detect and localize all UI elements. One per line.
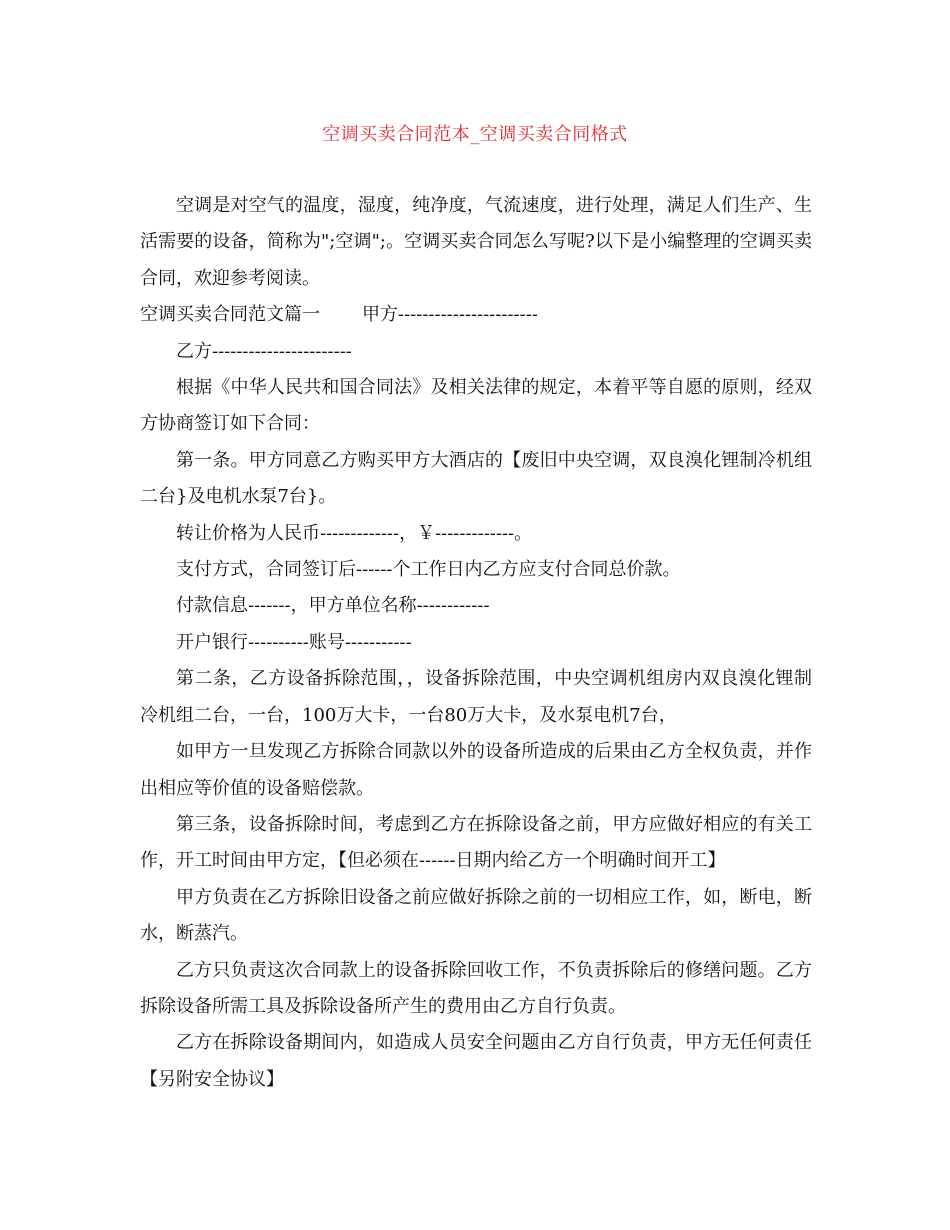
paragraph: 第二条，乙方设备拆除范围，，设备拆除范围，中央空调机组房内双良溴化锂制冷机组二台，一台，100万大卡，一台80万大卡，及水泵电机7台， (140, 668, 812, 726)
paragraph: 乙方只负责这次合同款上的设备拆除回收工作，不负责拆除后的修缮问题。乙方拆除设备所需工具及拆除设备所产生的费用由乙方自行负责。 (140, 959, 812, 1017)
paragraph: 根据《中华人民共和国合同法》及相关法律的规定，本着平等自愿的原则，经双方协商签订如下合同： (140, 377, 812, 435)
party-a-line: 甲方----------------------- (362, 304, 538, 326)
section-heading-line (140, 297, 812, 333)
section-heading: 空调买卖合同范文篇一 (140, 304, 320, 326)
paragraph: 第三条，设备拆除时间，考虑到乙方在拆除设备之前，甲方应做好相应的有关工作，开工时间由甲方定，【但必须在------日期内给乙方一个明确时间开工】 (140, 813, 812, 872)
paragraph: 如甲方一旦发现乙方拆除合同款以外的设备所造成的后果由乙方全权负责，并作出相应等价值的设备赔偿款。 (140, 741, 812, 799)
party-b-line: 乙方----------------------- (176, 340, 352, 362)
paragraph: 乙方在拆除设备期间内，如造成人员安全问题由乙方自行负责，甲方无任何责任【另附安全协议】 (140, 1032, 812, 1090)
intro-paragraph: 空调是对空气的温度，湿度，纯净度，气流速度，进行处理，满足人们生产、生活需要的设备，简称为";空调";。空调买卖合同怎么写呢?以下是小编整理的空调买卖合同，欢迎参考阅读。 (140, 195, 812, 289)
paragraph: 第一条。甲方同意乙方购买甲方大酒店的【废旧中央空调，双良溴化锂制冷机组二台}及电机水泵7台}。 (140, 449, 812, 508)
document-body (140, 188, 812, 1098)
document-title: 空调买卖合同范本_空调买卖合同格式 (322, 124, 628, 145)
paragraph: 转让价格为人民币-------------，￥-------------。 (176, 522, 533, 544)
paragraph: 付款信息-------，甲方单位名称------------ (176, 595, 490, 617)
paragraph: 支付方式，合同签订后------个工作日内乙方应支付合同总价款。 (176, 559, 681, 581)
paragraph: 开户银行----------账号----------- (176, 631, 412, 653)
paragraph: 甲方负责在乙方拆除旧设备之前应做好拆除之前的一切相应工作，如，断电，断水，断蒸汽。 (140, 886, 812, 945)
